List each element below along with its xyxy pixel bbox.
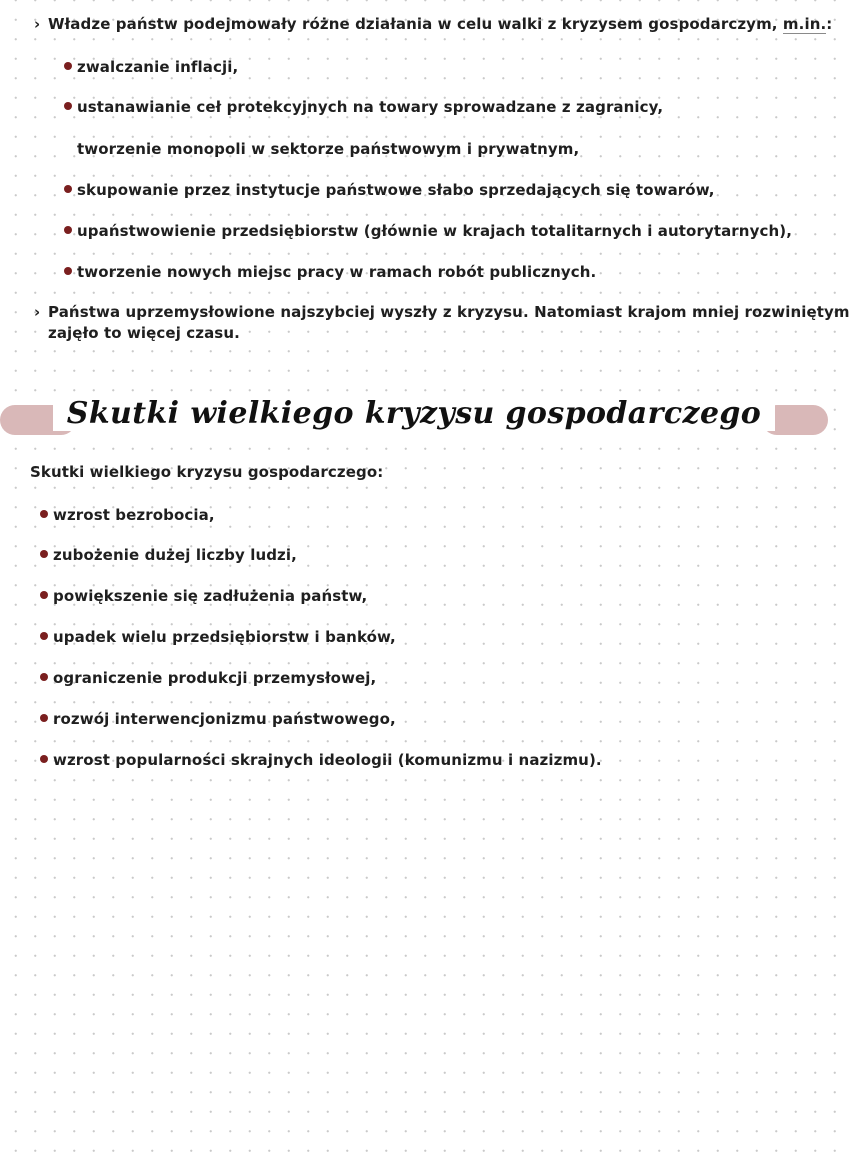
list-item-text: zubożenie dużej liczby ludzi, <box>53 546 297 564</box>
list-item-text: ustanawianie ceł protekcyjnych na towary sprowadzane z zagranicy, <box>77 98 664 116</box>
section1-note <box>34 302 850 322</box>
list-item-text: tworzenie nowych miejsc pracy w ramach robót publicznych. <box>77 263 597 281</box>
bullet-icon <box>40 755 48 763</box>
list-item <box>40 709 396 729</box>
chevron-right-icon: › <box>34 15 41 33</box>
list-item-text: rozwój interwencjonizmu państwowego, <box>53 710 396 728</box>
bullet-icon <box>64 185 72 193</box>
list-item <box>64 57 238 77</box>
section2-subtitle <box>30 462 383 482</box>
abbr-text: m.in. <box>782 15 827 33</box>
subtitle-text: Skutki wielkiego kryzysu gospodarczego: <box>30 463 384 481</box>
note-text: zajęło to więcej czasu. <box>48 324 240 342</box>
bullet-icon <box>64 267 72 275</box>
bullet-icon <box>40 632 48 640</box>
list-item <box>64 97 663 117</box>
list-item-text: zwalczanie inflacji, <box>77 58 239 76</box>
bullet-icon <box>40 714 48 722</box>
list-item <box>64 262 596 282</box>
list-item-text: wzrost bezrobocia, <box>53 506 215 524</box>
list-item <box>40 505 215 525</box>
list-item-text: upadek wielu przedsiębiorstw i banków, <box>53 628 396 646</box>
note-text: Państwa uprzemysłowione najszybciej wyszły z kryzysu. Natomiast krajom mniej rozwiniętym <box>48 303 850 321</box>
section1-intro <box>34 14 832 34</box>
list-item <box>40 750 602 770</box>
list-item-text: upaństwowienie przedsiębiorstw (głównie w krajach totalitarnych i autorytarnych), <box>77 222 792 240</box>
section1-note-cont <box>48 323 240 343</box>
list-item-text: powiększenie się zadłużenia państw, <box>53 587 368 605</box>
bullet-icon <box>40 591 48 599</box>
list-item <box>40 668 376 688</box>
list-item <box>40 586 367 606</box>
list-item-text: skupowanie przez instytucje państwowe słabo sprzedających się towarów, <box>77 181 715 199</box>
list-item <box>64 180 715 200</box>
bullet-icon <box>40 550 48 558</box>
intro-suffix: : <box>826 15 833 33</box>
intro-text: Władze państw podejmowały różne działania w celu walki z kryzysem gospodarczym, <box>48 15 783 33</box>
chevron-right-icon: › <box>34 303 41 321</box>
bullet-icon <box>40 510 48 518</box>
list-item-text: ograniczenie produkcji przemysłowej, <box>53 669 377 687</box>
list-item-text: wzrost popularności skrajnych ideologii (komunizmu i nazizmu). <box>53 751 602 769</box>
list-item <box>40 627 396 647</box>
list-item-text: tworzenie monopoli w sektorze państwowym i prywatnym, <box>77 140 580 158</box>
bullet-icon <box>64 102 72 110</box>
list-item <box>64 221 792 241</box>
section-heading-text: Skutki wielkiego kryzysu gospodarczego <box>53 396 775 431</box>
section-heading <box>0 396 828 431</box>
bullet-icon <box>40 673 48 681</box>
list-item <box>77 139 579 159</box>
list-item <box>40 545 297 565</box>
bullet-icon <box>64 62 72 70</box>
bullet-icon <box>64 226 72 234</box>
